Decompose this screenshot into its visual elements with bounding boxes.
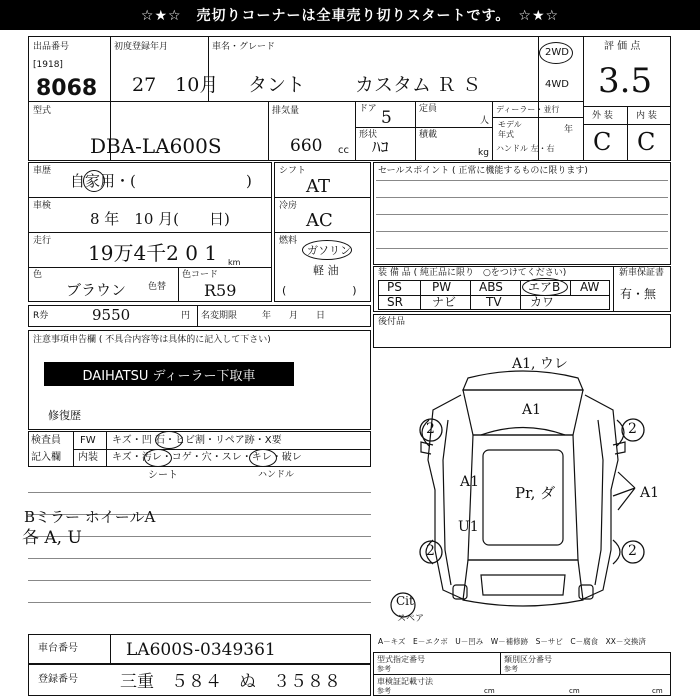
eq-airbag: エアB bbox=[528, 280, 561, 294]
warranty-value: 有・無 bbox=[620, 287, 657, 301]
form-unit-1: cm bbox=[484, 687, 495, 695]
rule bbox=[28, 602, 371, 603]
plate-label: 登録番号 bbox=[38, 674, 78, 685]
year-unit: 年 bbox=[564, 125, 574, 135]
divider bbox=[500, 652, 501, 674]
repair-label: 修復歴 bbox=[48, 409, 81, 422]
shape-value: ﾊｺ bbox=[372, 138, 389, 158]
divider bbox=[274, 197, 371, 198]
cc-unit: cc bbox=[338, 145, 349, 156]
inner-items: キズ・汚レ・コゲ・穴・スレ・キレ・破レ bbox=[112, 452, 302, 463]
form-size-label: 車検証記載寸法 bbox=[377, 677, 433, 686]
rule bbox=[28, 492, 371, 493]
divider bbox=[415, 101, 416, 161]
inner-circle-1 bbox=[144, 449, 172, 467]
history-value: 自家用・( bbox=[70, 172, 136, 190]
memo-line-1: Bミラー ホイールA bbox=[24, 508, 156, 526]
door-value: 5 bbox=[381, 108, 392, 128]
eq-kawa: カワ bbox=[530, 295, 555, 309]
color-code-value: R59 bbox=[204, 281, 237, 300]
diagram-left-low-note: U1 bbox=[458, 519, 479, 535]
reg-value: 27 10月 bbox=[132, 74, 219, 96]
form-unit-2: cm bbox=[569, 687, 580, 695]
exterior-value: C bbox=[593, 128, 612, 156]
memo-line-2: 各 A, U bbox=[22, 528, 82, 548]
divider bbox=[355, 127, 492, 128]
top-banner bbox=[0, 0, 700, 30]
legend: A－キズ E－エクボ U－凹み W－補修跡 S－サビ C－腐食 XX－交換済 bbox=[378, 637, 646, 646]
model-label: 型式 bbox=[33, 106, 52, 116]
mileage-unit: km bbox=[228, 258, 241, 267]
grade-value: カスタム Ｒ Ｓ bbox=[355, 74, 482, 96]
diagram-top-note: A1, ウレ bbox=[512, 356, 568, 372]
reg-label: 初度登録年月 bbox=[114, 42, 169, 52]
fw-label: FW bbox=[80, 435, 96, 446]
shift-value: AT bbox=[306, 176, 331, 197]
rule bbox=[376, 248, 668, 249]
cc-label: 排気量 bbox=[272, 106, 300, 116]
rule bbox=[28, 580, 371, 581]
divider bbox=[28, 197, 272, 198]
diagram-right-note: A1 bbox=[640, 485, 660, 501]
divider bbox=[355, 101, 356, 161]
inspection-value: 8 年 10 月( 日) bbox=[90, 210, 230, 228]
eq-ps: PS bbox=[387, 280, 402, 294]
diagram-num-tr: 2 bbox=[628, 421, 637, 437]
divider bbox=[420, 280, 421, 310]
ticket-value: 9550 bbox=[92, 306, 131, 324]
fuel-label: 燃料 bbox=[279, 236, 298, 246]
fuel-gasoline: ガソリン bbox=[307, 244, 351, 257]
divider bbox=[178, 267, 179, 302]
mileage-value: 19万4千2 0 1 bbox=[88, 241, 218, 265]
mileage-label: 走行 bbox=[33, 236, 52, 246]
chassis-label: 車台番号 bbox=[38, 643, 78, 654]
name-label: 車名・グレード bbox=[212, 42, 276, 52]
diagram-spare-label: スペア bbox=[397, 614, 425, 624]
eq-abs: ABS bbox=[479, 280, 503, 294]
fw-items: キズ・凹 石・ヒビ割・リペア跡・X要 bbox=[112, 435, 282, 446]
diagram-left-note: A1 bbox=[460, 474, 480, 490]
score-label: 評 価 点 bbox=[604, 41, 641, 52]
form-class-label: 類別区分番号 bbox=[504, 655, 552, 664]
airbag-circle bbox=[522, 278, 568, 296]
sales-label: セールスポイント ( 正常に機能するものに限ります) bbox=[378, 166, 588, 176]
fuel-diesel: 軽 油 bbox=[313, 264, 339, 277]
rule bbox=[376, 180, 668, 181]
new-warranty-label: 新車保証書 bbox=[619, 268, 665, 278]
form-size-ref: 参考 bbox=[377, 687, 391, 695]
color-label: 色 bbox=[33, 270, 43, 280]
record-label: 記入欄 bbox=[31, 452, 61, 463]
diagram-hood-note: A1 bbox=[522, 402, 542, 418]
aftermarket-label: 後付品 bbox=[378, 317, 406, 327]
banner-text: ☆★☆ 売切りコーナーは全車売り切りスタートです。 ☆★☆ bbox=[140, 8, 560, 24]
form-unit-3: cm bbox=[652, 687, 663, 695]
load-label: 積載 bbox=[419, 130, 438, 140]
divider bbox=[28, 101, 583, 102]
inspector-label: 検査員 bbox=[31, 435, 61, 446]
interior-value: C bbox=[637, 128, 656, 156]
divider bbox=[73, 449, 371, 450]
lot-sub: [1918] bbox=[33, 60, 63, 70]
interior-label: 内 装 bbox=[636, 111, 657, 121]
form-type-ref: 参考 bbox=[377, 665, 391, 673]
diagram-spare-note: Cit bbox=[396, 594, 414, 608]
ticket-label: R券 bbox=[33, 311, 49, 321]
eq-aw: AW bbox=[580, 280, 600, 294]
cap-unit: 人 bbox=[480, 116, 490, 126]
ac-value: AC bbox=[306, 210, 333, 231]
divider bbox=[583, 124, 671, 125]
divider bbox=[570, 280, 571, 295]
divider bbox=[492, 101, 493, 161]
divider bbox=[106, 431, 107, 467]
lot-label: 出品番号 bbox=[33, 42, 70, 52]
divider bbox=[28, 232, 272, 233]
divider bbox=[627, 106, 628, 161]
eq-pw: PW bbox=[432, 280, 452, 294]
divider bbox=[583, 36, 584, 161]
tax-value: 年 月 日 bbox=[262, 311, 326, 321]
divider bbox=[197, 305, 198, 327]
form-class-ref: 参考 bbox=[504, 665, 518, 673]
form-type-label: 型式指定番号 bbox=[377, 655, 425, 664]
shape-label: 形状 bbox=[359, 130, 378, 140]
door-label: ドア bbox=[359, 104, 377, 114]
cap-label: 定員 bbox=[419, 104, 438, 114]
fuel-paren: ( ) bbox=[282, 284, 357, 297]
dealer-tag: DAIHATSU ディーラー下取車 bbox=[44, 362, 294, 386]
ac-label: 冷房 bbox=[279, 201, 298, 211]
divider bbox=[520, 280, 521, 310]
ticket-unit: 円 bbox=[181, 311, 191, 321]
aftermarket-box bbox=[373, 314, 671, 348]
chassis-value: LA600S-0349361 bbox=[126, 640, 276, 660]
eq-sr: SR bbox=[387, 295, 403, 309]
rule bbox=[28, 558, 371, 559]
notice-label: 注意事項申告欄 ( 不具合内容等は具体的に記入して下さい) bbox=[33, 335, 271, 345]
divider bbox=[492, 117, 583, 118]
lot-number: 8068 bbox=[36, 76, 98, 101]
cc-value: 660 bbox=[290, 136, 323, 156]
eq-tv: TV bbox=[486, 295, 502, 309]
rule bbox=[376, 214, 668, 215]
drive-4wd: 4WD bbox=[545, 79, 569, 90]
inner-label: 内装 bbox=[78, 452, 98, 463]
diagram-num-br: 2 bbox=[628, 543, 637, 559]
divider bbox=[274, 232, 371, 233]
dealer-label: ディーラー・並行 bbox=[496, 105, 560, 114]
color-change-label: 色替 bbox=[148, 282, 167, 292]
history-label: 車歴 bbox=[33, 166, 52, 176]
shift-label: シフト bbox=[279, 166, 307, 176]
handle-label: ハンドル 左・右 bbox=[496, 144, 555, 153]
history-close: ) bbox=[246, 172, 252, 190]
note-seat: シート bbox=[148, 470, 178, 481]
inspection-label: 車検 bbox=[33, 201, 52, 211]
diagram-roof-note: Pr, ダ bbox=[515, 484, 556, 502]
diagram-num-bl: 2 bbox=[426, 543, 435, 559]
divider bbox=[268, 101, 269, 161]
score-value: 3.5 bbox=[598, 61, 653, 101]
exterior-label: 外 装 bbox=[592, 111, 613, 121]
model-year-label2: 年式 bbox=[498, 130, 514, 139]
model-year-label: モデル bbox=[498, 120, 522, 129]
divider bbox=[373, 674, 671, 675]
color-value: ブラウン bbox=[66, 281, 127, 299]
color-code-label: 色コード bbox=[182, 270, 219, 280]
eq-navi: ナビ bbox=[432, 295, 457, 309]
fw-circle bbox=[155, 431, 183, 449]
diagram-num-tl: 2 bbox=[426, 421, 435, 437]
inner-circle-2 bbox=[249, 449, 277, 467]
equipment-label: 装 備 品 ( 純正品に限り ○をつけてください) bbox=[378, 268, 567, 278]
note-handle: ハンドル bbox=[258, 470, 295, 480]
drive-2wd: 2WD bbox=[545, 47, 569, 58]
divider bbox=[470, 280, 471, 310]
model-value: DBA-LA600S bbox=[90, 134, 222, 158]
tax-label: 名変期限 bbox=[201, 311, 238, 321]
rule bbox=[376, 231, 668, 232]
plate-value: 三重 ５８４ ぬ ３５８８ bbox=[120, 672, 341, 692]
rule bbox=[376, 197, 668, 198]
load-unit: kg bbox=[478, 148, 489, 158]
divider bbox=[613, 266, 614, 312]
name-value: タント bbox=[248, 74, 306, 96]
